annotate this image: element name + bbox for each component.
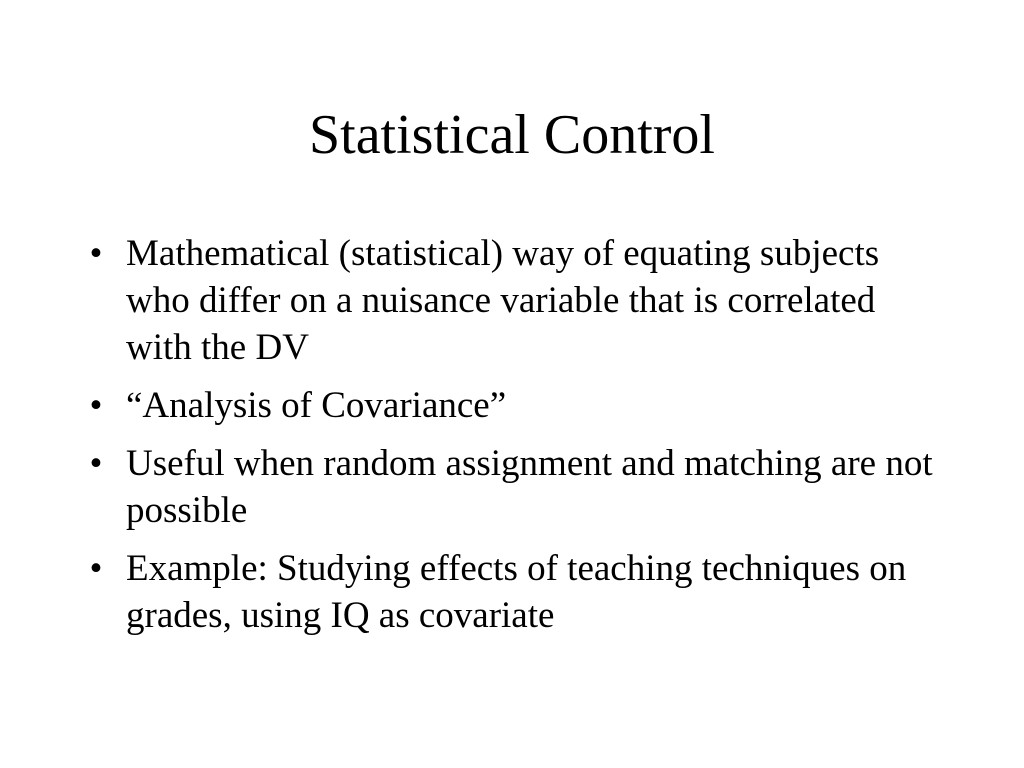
bullet-item <box>86 440 946 534</box>
bullet-text: Useful when random assignment and matching are not possible <box>126 443 933 531</box>
slide-title: Statistical Control <box>309 104 715 166</box>
bullet-icon: • <box>89 548 103 589</box>
bullet-icon: • <box>89 443 103 484</box>
bullet-list <box>86 230 946 650</box>
bullet-text: Mathematical (statistical) way of equating subjects who differ on a nuisance variable that is correlated with the DV <box>126 233 880 368</box>
bullet-item <box>86 382 946 429</box>
bullet-item <box>86 545 946 639</box>
bullet-text: “Analysis of Covariance” <box>126 385 507 426</box>
bullet-icon: • <box>89 233 103 274</box>
bullet-icon: • <box>89 385 103 426</box>
bullet-text: Example: Studying effects of teaching techniques on grades, using IQ as covariate <box>126 548 907 636</box>
bullet-item <box>86 230 946 371</box>
